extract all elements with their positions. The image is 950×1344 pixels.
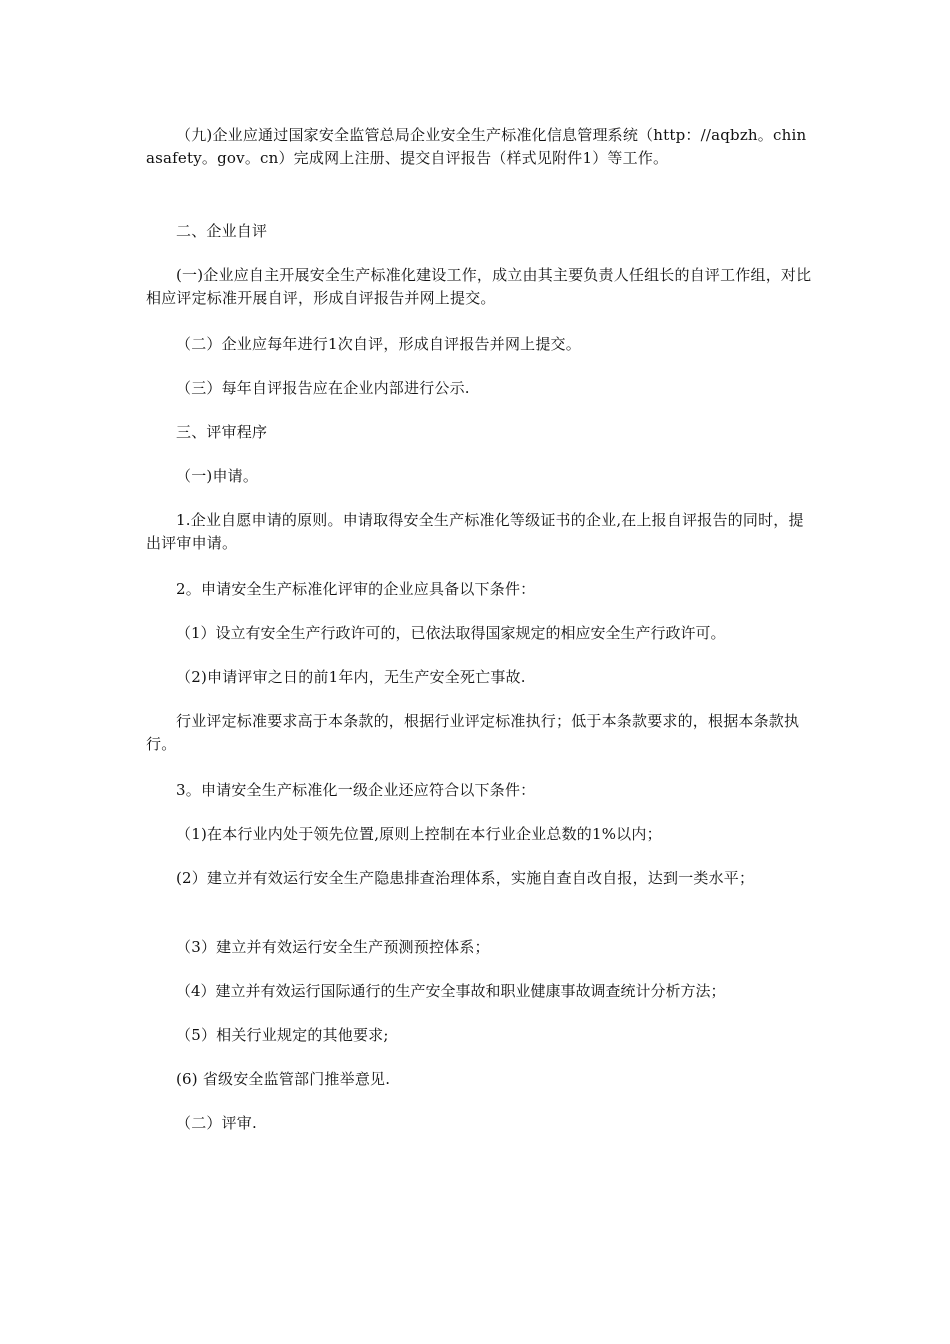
first-level-item-four: （4）建立并有效运行国际通行的生产安全事故和职业健康事故调查统计分析方法；	[176, 982, 726, 1000]
subsection-heading-review: （二）评审.	[176, 1114, 257, 1132]
first-level-item-five: （5）相关行业规定的其他要求;	[176, 1026, 389, 1044]
paragraph-self-evaluation-three: （三）每年自评报告应在企业内部进行公示.	[176, 379, 470, 397]
section-heading-review-procedure: 三、评审程序	[176, 423, 268, 441]
paragraph-industry-standard: 行业评定标准要求高于本条款的，根据行业评定标准执行；低于本条款要求的，根据本条款执行。	[146, 712, 800, 753]
paragraph-voluntary-application: 1.企业自愿申请的原则。申请取得安全生产标准化等级证书的企业,在上报自评报告的同时，提出评审申请。	[146, 511, 804, 552]
first-level-item-two: (2）建立并有效运行安全生产隐患排查治理体系，实施自查自改自报，达到一类水平；	[176, 869, 755, 887]
section-heading-self-evaluation: 二、企业自评	[176, 222, 268, 240]
paragraph-self-evaluation-two: （二）企业应每年进行1次自评，形成自评报告并网上提交。	[176, 335, 581, 353]
paragraph-nine-registration: （九)企业应通过国家安全监管总局企业安全生产标准化信息管理系统（http：//aqbzh。chinasafety。gov。cn）完成网上注册、提交自评报告（样式见附件1）等工作。	[146, 126, 807, 167]
condition-item-one: （1）设立有安全生产行政许可的，已依法取得国家规定的相应安全生产行政许可。	[176, 624, 726, 642]
first-level-item-one: （1)在本行业内处于领先位置,原则上控制在本行业企业总数的1%以内；	[176, 825, 662, 843]
first-level-item-three: （3）建立并有效运行安全生产预测预控体系；	[176, 938, 490, 956]
first-level-item-six: (6) 省级安全监管部门推举意见.	[176, 1070, 391, 1088]
paragraph-first-level-conditions: 3。申请安全生产标准化一级企业还应符合以下条件：	[176, 781, 536, 799]
subsection-heading-application: （一)申请。	[176, 467, 259, 485]
condition-item-two: （2)申请评审之日的前1年内，无生产安全死亡事故.	[176, 668, 526, 686]
paragraph-self-evaluation-one: (一)企业应自主开展安全生产标准化建设工作，成立由其主要负责人任组长的自评工作组，对比相应评定标准开展自评，形成自评报告并网上提交。	[146, 266, 812, 307]
paragraph-application-conditions: 2。申请安全生产标准化评审的企业应具备以下条件：	[176, 580, 536, 598]
